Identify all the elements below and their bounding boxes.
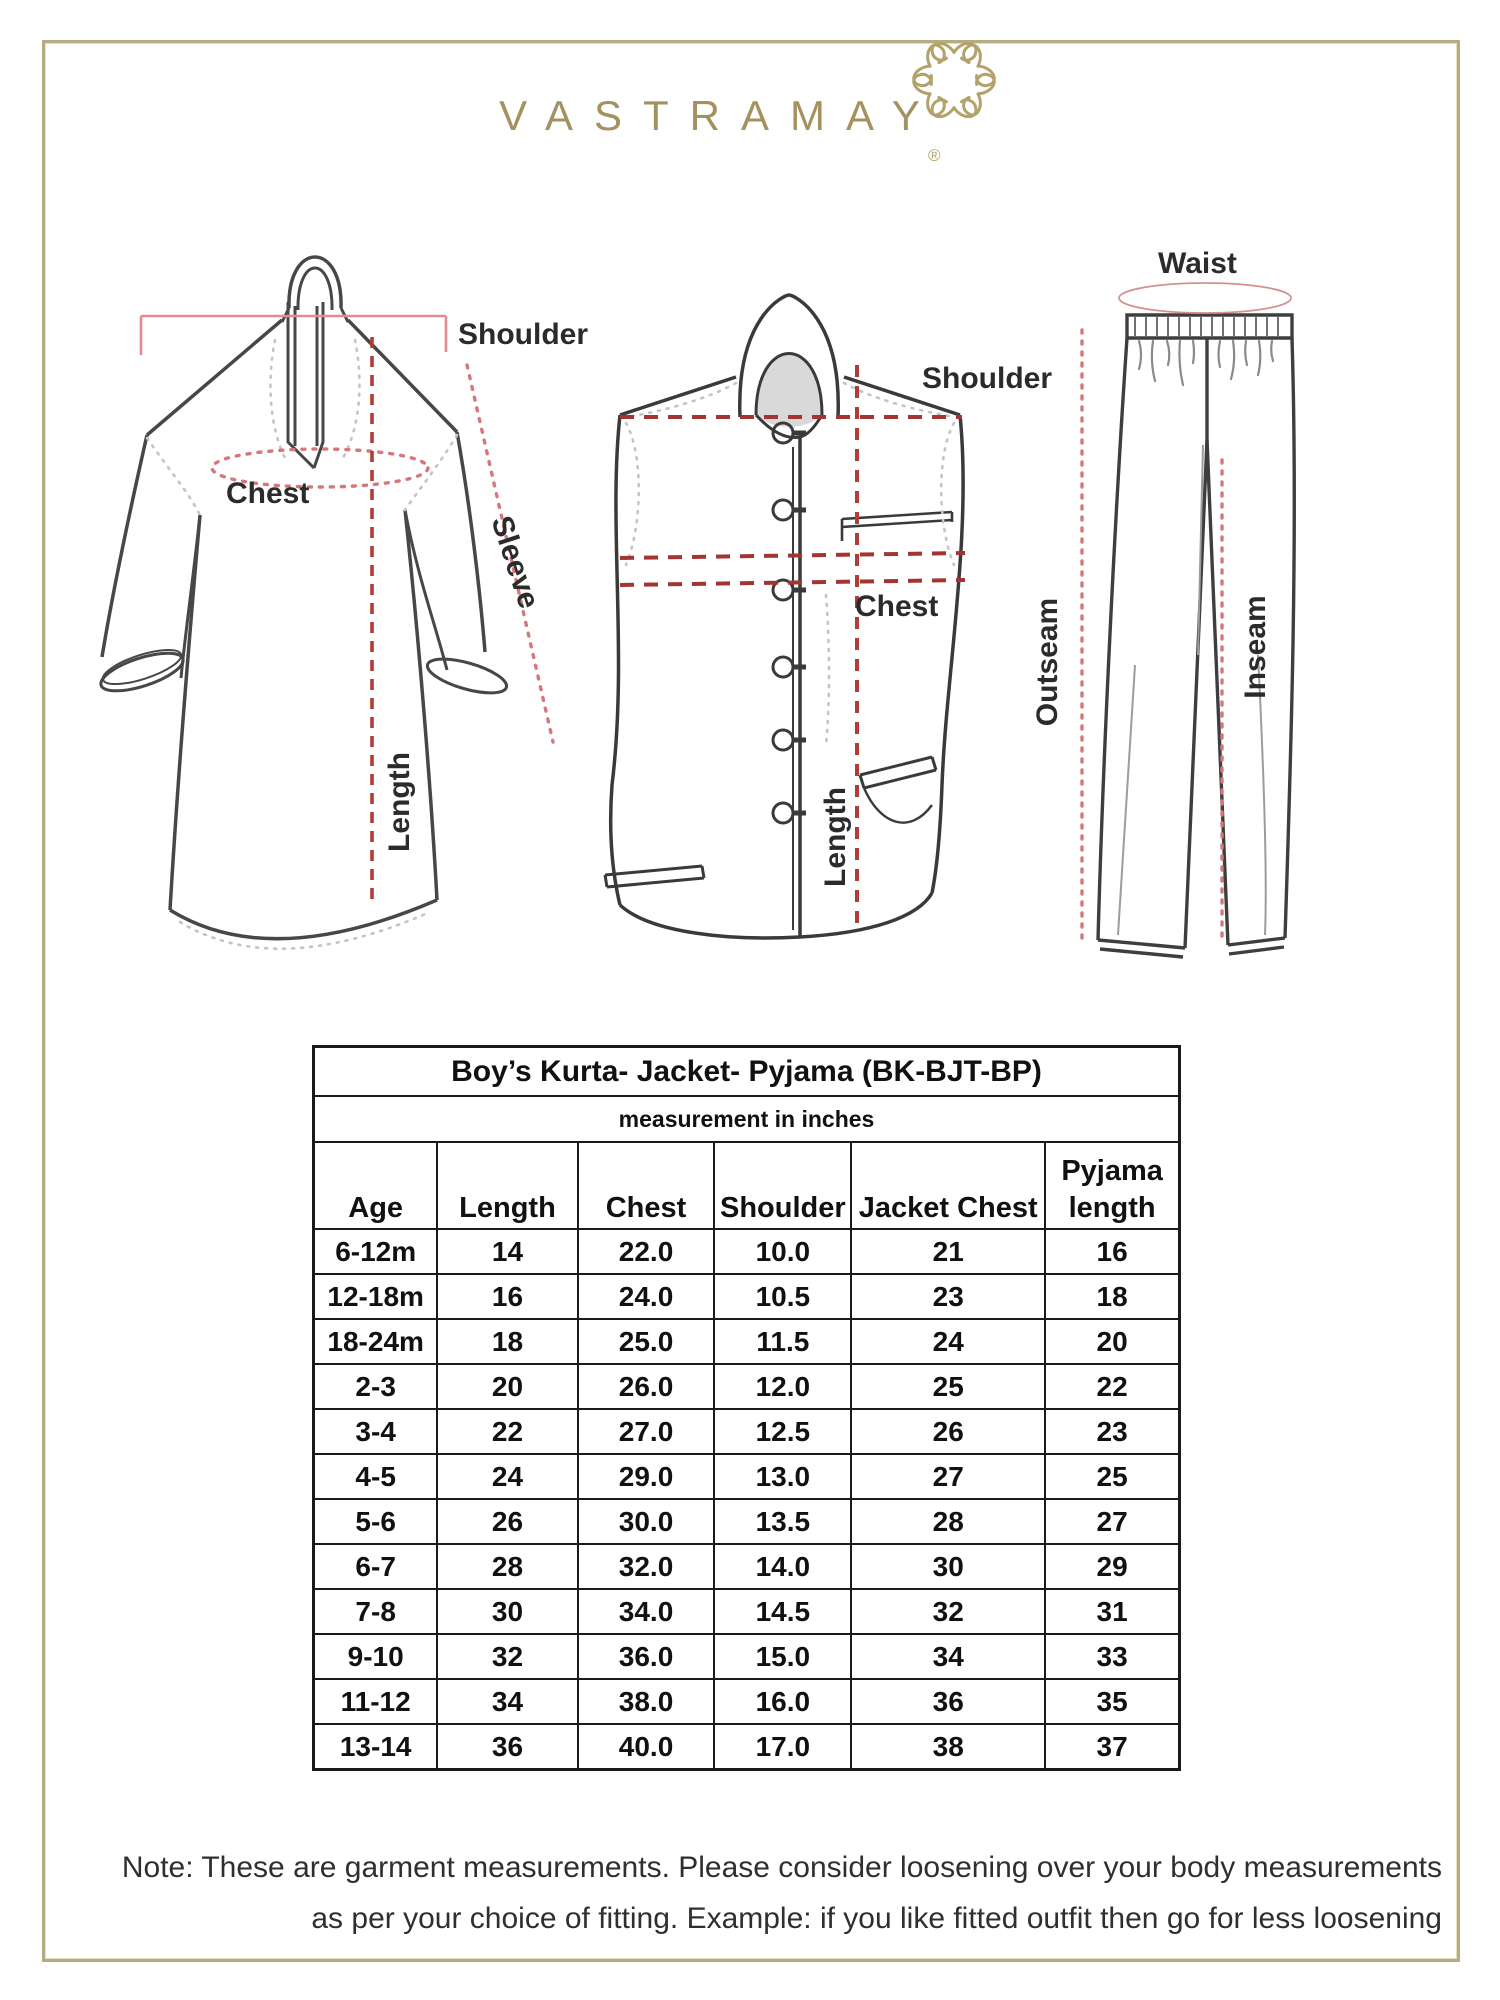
table-cell: 28 <box>851 1499 1045 1544</box>
table-cell: 14.5 <box>714 1589 851 1634</box>
table-cell: 18 <box>437 1319 577 1364</box>
kurta-length-label: Length <box>383 752 416 852</box>
table-cell: 14.0 <box>714 1544 851 1589</box>
table-cell: 24.0 <box>578 1274 715 1319</box>
table-title-row <box>314 1047 1180 1097</box>
table-cell: 16 <box>437 1274 577 1319</box>
column-header: Jacket Chest <box>851 1142 1045 1229</box>
table-title: Boy’s Kurta- Jacket- Pyjama (BK-BJT-BP) <box>314 1047 1180 1097</box>
table-cell: 30 <box>851 1544 1045 1589</box>
table-cell: 12.5 <box>714 1409 851 1454</box>
table-cell: 26.0 <box>578 1364 715 1409</box>
table-cell: 9-10 <box>314 1634 438 1679</box>
table-cell: 20 <box>437 1364 577 1409</box>
kurta-chest-label: Chest <box>226 477 310 510</box>
table-cell: 17.0 <box>714 1724 851 1770</box>
table-cell: 35 <box>1045 1679 1179 1724</box>
table-cell: 23 <box>1045 1409 1179 1454</box>
pyjama-outseam-label: Outseam <box>1031 597 1064 727</box>
pyjama-inseam-label: Inseam <box>1239 595 1272 699</box>
table-cell: 26 <box>437 1499 577 1544</box>
table-row <box>314 1499 1180 1544</box>
table-cell: 23 <box>851 1274 1045 1319</box>
table-cell: 6-7 <box>314 1544 438 1589</box>
table-cell: 34 <box>851 1634 1045 1679</box>
table-cell: 36 <box>851 1679 1045 1724</box>
table-cell: 10.5 <box>714 1274 851 1319</box>
table-row <box>314 1319 1180 1364</box>
table-cell: 32 <box>437 1634 577 1679</box>
table-cell: 13.0 <box>714 1454 851 1499</box>
column-header: Age <box>314 1142 438 1229</box>
table-row <box>314 1274 1180 1319</box>
table-cell: 26 <box>851 1409 1045 1454</box>
table-cell: 37 <box>1045 1724 1179 1770</box>
table-row <box>314 1634 1180 1679</box>
kurta-sleeve-label: Sleeve <box>484 512 546 613</box>
table-cell: 24 <box>437 1454 577 1499</box>
table-cell: 13-14 <box>314 1724 438 1770</box>
table-header-row <box>314 1142 1180 1229</box>
table-cell: 29 <box>1045 1544 1179 1589</box>
table-subtitle: measurement in inches <box>314 1096 1180 1142</box>
table-cell: 20 <box>1045 1319 1179 1364</box>
table-cell: 38.0 <box>578 1679 715 1724</box>
table-cell: 27 <box>1045 1499 1179 1544</box>
note-line-1: Note: These are garment measurements. Please consider loosening over your body measurements <box>121 1851 1442 1884</box>
table-cell: 3-4 <box>314 1409 438 1454</box>
table-cell: 22.0 <box>578 1229 715 1274</box>
size-chart-table <box>312 1045 1181 1771</box>
table-cell: 4-5 <box>314 1454 438 1499</box>
column-header: Length <box>437 1142 577 1229</box>
table-cell: 18 <box>1045 1274 1179 1319</box>
table-cell: 29.0 <box>578 1454 715 1499</box>
table-cell: 6-12m <box>314 1229 438 1274</box>
column-header: Chest <box>578 1142 715 1229</box>
table-cell: 11-12 <box>314 1679 438 1724</box>
column-header: Shoulder <box>714 1142 851 1229</box>
jacket-shoulder-label: Shoulder <box>922 362 1053 395</box>
table-cell: 30 <box>437 1589 577 1634</box>
table-cell: 2-3 <box>314 1364 438 1409</box>
table-row <box>314 1544 1180 1589</box>
table-cell: 22 <box>1045 1364 1179 1409</box>
table-cell: 21 <box>851 1229 1045 1274</box>
jacket-chest-label: Chest <box>855 590 939 623</box>
table-cell: 32.0 <box>578 1544 715 1589</box>
table-cell: 27 <box>851 1454 1045 1499</box>
table-cell: 36 <box>437 1724 577 1770</box>
table-row <box>314 1409 1180 1454</box>
pyjama-waist-label: Waist <box>1158 247 1237 280</box>
table-cell: 22 <box>437 1409 577 1454</box>
table-row <box>314 1229 1180 1274</box>
table-cell: 13.5 <box>714 1499 851 1544</box>
table-cell: 10.0 <box>714 1229 851 1274</box>
table-cell: 30.0 <box>578 1499 715 1544</box>
table-cell: 14 <box>437 1229 577 1274</box>
table-cell: 27.0 <box>578 1409 715 1454</box>
table-cell: 16.0 <box>714 1679 851 1724</box>
brand-logo-text: VASTRAMAY <box>499 92 941 139</box>
table-cell: 12-18m <box>314 1274 438 1319</box>
table-cell: 33 <box>1045 1634 1179 1679</box>
registered-trademark-symbol: ® <box>928 146 941 165</box>
table-row <box>314 1589 1180 1634</box>
table-cell: 5-6 <box>314 1499 438 1544</box>
table-cell: 18-24m <box>314 1319 438 1364</box>
table-subtitle-row <box>314 1096 1180 1142</box>
table-cell: 25 <box>851 1364 1045 1409</box>
table-cell: 36.0 <box>578 1634 715 1679</box>
table-row <box>314 1364 1180 1409</box>
table-cell: 31 <box>1045 1589 1179 1634</box>
note-line-2: as per your choice of fitting. Example: if you like fitted outfit then go for less loosening <box>311 1902 1442 1935</box>
table-cell: 11.5 <box>714 1319 851 1364</box>
table-cell: 32 <box>851 1589 1045 1634</box>
table-row <box>314 1454 1180 1499</box>
table-cell: 7-8 <box>314 1589 438 1634</box>
table-cell: 25 <box>1045 1454 1179 1499</box>
jacket-length-label: Length <box>819 787 852 887</box>
table-cell: 28 <box>437 1544 577 1589</box>
table-row <box>314 1724 1180 1770</box>
table-cell: 15.0 <box>714 1634 851 1679</box>
table-cell: 38 <box>851 1724 1045 1770</box>
note-text <box>60 1842 1442 1944</box>
column-header: Pyjama length <box>1045 1142 1179 1229</box>
table-cell: 40.0 <box>578 1724 715 1770</box>
table-cell: 25.0 <box>578 1319 715 1364</box>
table-cell: 34.0 <box>578 1589 715 1634</box>
table-row <box>314 1679 1180 1724</box>
floral-mandala-icon <box>912 38 996 122</box>
table-cell: 24 <box>851 1319 1045 1364</box>
table-cell: 34 <box>437 1679 577 1724</box>
table-cell: 16 <box>1045 1229 1179 1274</box>
table-cell: 12.0 <box>714 1364 851 1409</box>
kurta-shoulder-label: Shoulder <box>458 318 589 351</box>
